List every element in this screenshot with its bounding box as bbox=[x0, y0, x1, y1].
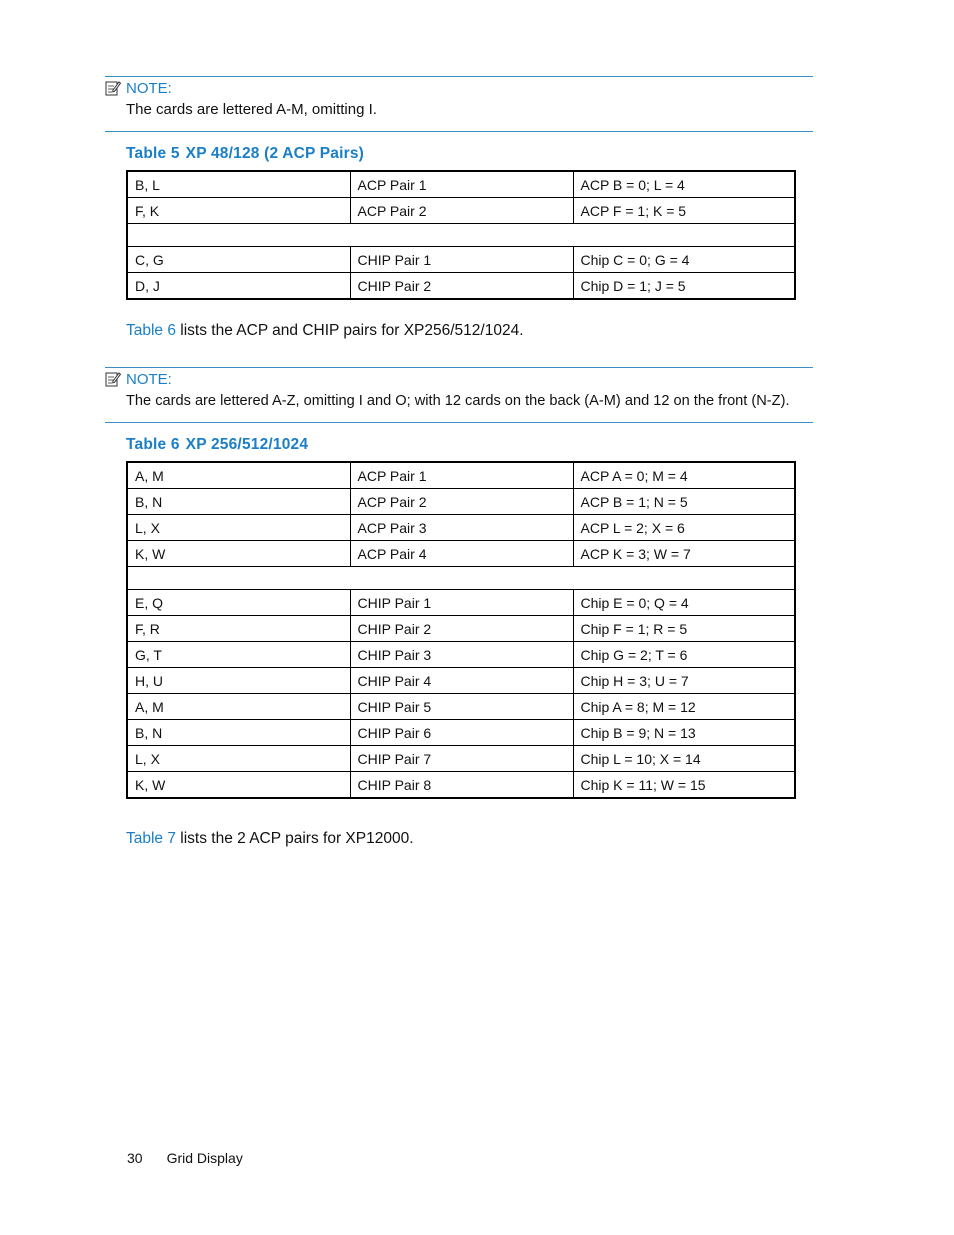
table-cell: CHIP Pair 8 bbox=[350, 772, 573, 799]
table-cell: Chip G = 2; T = 6 bbox=[573, 642, 795, 668]
table-row bbox=[127, 462, 795, 489]
table-cell: B, N bbox=[127, 720, 350, 746]
note-header bbox=[105, 77, 813, 99]
table-row bbox=[127, 198, 795, 224]
table-cell: A, M bbox=[127, 462, 350, 489]
table-cell: Chip H = 3; U = 7 bbox=[573, 668, 795, 694]
table-row bbox=[127, 694, 795, 720]
table-cell: B, L bbox=[127, 171, 350, 198]
table-cell: L, X bbox=[127, 515, 350, 541]
table-cell: ACP Pair 4 bbox=[350, 541, 573, 567]
note-label: NOTE: bbox=[126, 370, 172, 388]
table-cell: Chip B = 9; N = 13 bbox=[573, 720, 795, 746]
table-cell: Chip A = 8; M = 12 bbox=[573, 694, 795, 720]
table-row bbox=[127, 489, 795, 515]
table-6 bbox=[126, 461, 796, 799]
table-5 bbox=[126, 170, 796, 300]
paragraph-text: lists the 2 ACP pairs for XP12000. bbox=[175, 830, 414, 847]
table-cell: ACP Pair 2 bbox=[350, 489, 573, 515]
note-text: The cards are lettered A-Z, omitting I and O; with 12 cards on the back (A-M) and 12 on the front (N-Z). bbox=[126, 393, 790, 409]
table-cell: CHIP Pair 3 bbox=[350, 642, 573, 668]
table-row bbox=[127, 273, 795, 300]
page-number: 30 bbox=[127, 1150, 143, 1166]
table-cell: E, Q bbox=[127, 590, 350, 616]
table-cell: ACP Pair 3 bbox=[350, 515, 573, 541]
table-cell: ACP B = 1; N = 5 bbox=[573, 489, 795, 515]
note-label: NOTE: bbox=[126, 79, 172, 97]
table-row bbox=[127, 616, 795, 642]
table-6-link[interactable]: Table 6 bbox=[126, 322, 176, 339]
table-6-title: XP 256/512/1024 bbox=[185, 436, 309, 453]
page-footer bbox=[127, 1150, 243, 1166]
table-cell: Chip C = 0; G = 4 bbox=[573, 247, 795, 273]
table-cell: K, W bbox=[127, 541, 350, 567]
table-cell: ACP Pair 1 bbox=[350, 171, 573, 198]
table-6-number: Table 6 bbox=[126, 436, 180, 453]
table-cell: CHIP Pair 5 bbox=[350, 694, 573, 720]
table-cell: CHIP Pair 2 bbox=[350, 616, 573, 642]
paragraph-table-7-ref bbox=[126, 830, 414, 848]
table-cell: K, W bbox=[127, 772, 350, 799]
note-header bbox=[105, 368, 813, 390]
table-row bbox=[127, 515, 795, 541]
note-pencil-icon bbox=[105, 80, 121, 96]
table-row bbox=[127, 541, 795, 567]
note-box-1 bbox=[105, 76, 813, 132]
table-5-title: XP 48/128 (2 ACP Pairs) bbox=[185, 145, 365, 162]
table-row bbox=[127, 171, 795, 198]
table-cell: Chip F = 1; R = 5 bbox=[573, 616, 795, 642]
table-row bbox=[127, 772, 795, 799]
table-5-number: Table 5 bbox=[126, 145, 180, 162]
table-cell: CHIP Pair 6 bbox=[350, 720, 573, 746]
table-6-caption bbox=[126, 436, 308, 454]
table-cell: ACP Pair 2 bbox=[350, 198, 573, 224]
table-row bbox=[127, 590, 795, 616]
table-cell: CHIP Pair 1 bbox=[350, 247, 573, 273]
paragraph-text: lists the ACP and CHIP pairs for XP256/512/1024. bbox=[175, 322, 524, 339]
table-cell: ACP F = 1; K = 5 bbox=[573, 198, 795, 224]
table-cell: Chip L = 10; X = 14 bbox=[573, 746, 795, 772]
table-spacer-row bbox=[127, 224, 795, 247]
table-cell: CHIP Pair 1 bbox=[350, 590, 573, 616]
table-cell: CHIP Pair 4 bbox=[350, 668, 573, 694]
table-cell: F, K bbox=[127, 198, 350, 224]
table-cell: C, G bbox=[127, 247, 350, 273]
table-row bbox=[127, 668, 795, 694]
table-row bbox=[127, 720, 795, 746]
table-cell: ACP L = 2; X = 6 bbox=[573, 515, 795, 541]
table-spacer-row bbox=[127, 567, 795, 590]
note-box-2 bbox=[105, 367, 813, 423]
table-cell: A, M bbox=[127, 694, 350, 720]
table-cell: Chip E = 0; Q = 4 bbox=[573, 590, 795, 616]
table-row bbox=[127, 247, 795, 273]
table-cell: Chip K = 11; W = 15 bbox=[573, 772, 795, 799]
table-cell: L, X bbox=[127, 746, 350, 772]
table-cell: Chip D = 1; J = 5 bbox=[573, 273, 795, 300]
table-cell: ACP B = 0; L = 4 bbox=[573, 171, 795, 198]
table-cell: B, N bbox=[127, 489, 350, 515]
table-7-link[interactable]: Table 7 bbox=[126, 830, 176, 847]
table-cell: D, J bbox=[127, 273, 350, 300]
table-cell: ACP K = 3; W = 7 bbox=[573, 541, 795, 567]
table-row bbox=[127, 746, 795, 772]
paragraph-table-6-ref bbox=[126, 322, 524, 340]
table-cell: CHIP Pair 2 bbox=[350, 273, 573, 300]
note-text: The cards are lettered A-M, omitting I. bbox=[126, 101, 377, 118]
table-5-caption bbox=[126, 145, 364, 163]
table-cell: F, R bbox=[127, 616, 350, 642]
table-cell: H, U bbox=[127, 668, 350, 694]
table-cell: G, T bbox=[127, 642, 350, 668]
table-cell: ACP Pair 1 bbox=[350, 462, 573, 489]
table-cell: ACP A = 0; M = 4 bbox=[573, 462, 795, 489]
note-pencil-icon bbox=[105, 371, 121, 387]
section-name: Grid Display bbox=[166, 1150, 243, 1166]
table-row bbox=[127, 642, 795, 668]
table-cell: CHIP Pair 7 bbox=[350, 746, 573, 772]
